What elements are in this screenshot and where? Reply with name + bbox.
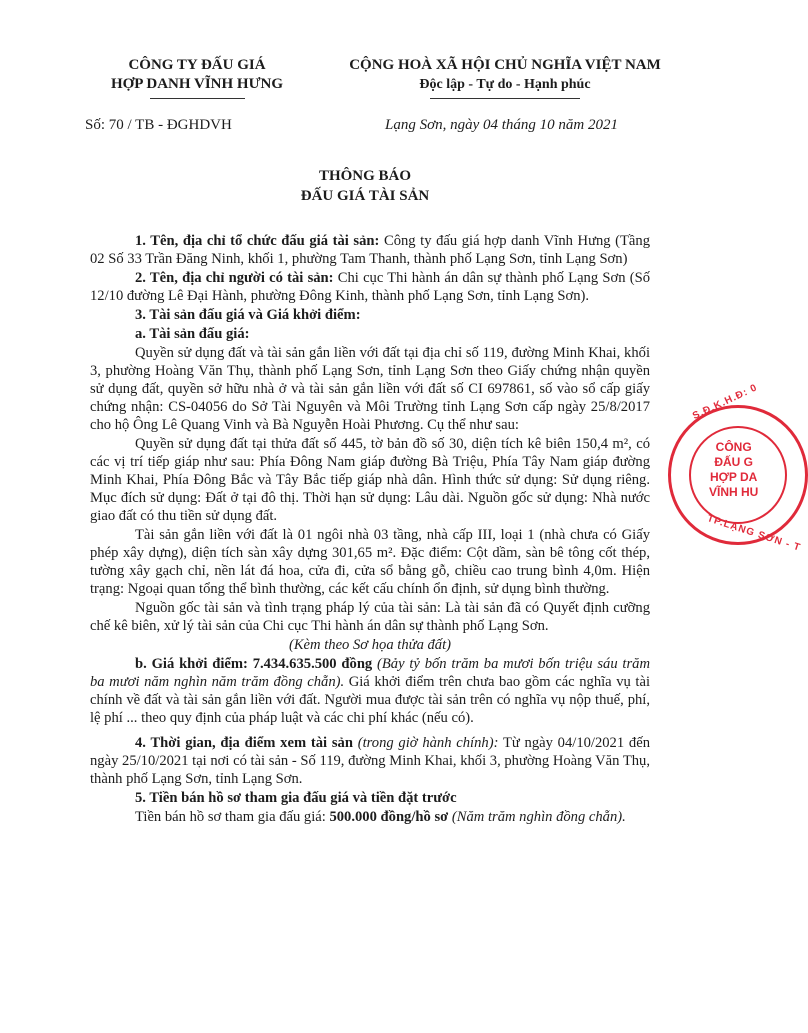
section-2: 2. Tên, địa chỉ người có tài sản: Chi cục Thi hành án dân sự thành phố Lạng Sơn (Số 12/10 đường Lê Đại Hành, phường Đông Kinh, thành phố Lạng Sơn, tỉnh Lạng Sơn). — [90, 270, 650, 304]
company-seal — [668, 382, 808, 554]
national-header — [305, 56, 705, 94]
section-3a-paragraph-4: Nguồn gốc tài sản và tình trạng pháp lý của tài sản: Là tài sản đã có Quyết định cưỡng chế kê biên, xử lý tài sản của Chi cục Thi hành án dân sự thành phố Lạng Sơn. — [90, 600, 650, 634]
section-3a-paragraph-1: Quyền sử dụng đất và tài sản gắn liền với đất tại địa chỉ số 119, đường Minh Khai, khối 3, phường Hoàng Văn Thụ, thành phố Lạng Sơn, tỉnh Lạng Sơn theo Giấy chứng nhận quyền sử dụng đất, quyền sở hữu nhà ở và tài sản gắn liền với đất số CI 697861, số vào sổ cấp giấy chứng nhận: CS-04056 do Sở Tài Nguyên và Môi Trường tỉnh Lạng Sơn cấp ngày 25/8/2017 cho hộ Ông Lê Quang Vinh và Bà Nguyễn Hoài Phương. Cụ thể như sau: — [90, 345, 650, 433]
place-date: Lạng Sơn, ngày 04 tháng 10 năm 2021 — [385, 117, 619, 133]
section-3-heading: 3. Tài sản đấu giá và Giá khởi điểm: — [135, 307, 361, 323]
section-5-heading: 5. Tiền bán hồ sơ tham gia đấu giá và tiền đặt trước — [135, 790, 457, 806]
section-1: 1. Tên, địa chỉ tổ chức đấu giá tài sản: Công ty đấu giá hợp danh Vĩnh Hưng (Tầng 02 Số 33 Trần Đăng Ninh, khối 1, phường Tam Thanh, thành phố Lạng Sơn, tỉnh Lạng Sơn) — [90, 233, 651, 267]
motto-underline — [430, 98, 580, 99]
document-body — [90, 232, 650, 827]
section-3a-paragraph-2: Quyền sử dụng đất tại thửa đất số 445, tờ bản đồ số 30, diện tích kê biên 150,4 m², có các vị trí tiếp giáp như sau: Phía Đông Nam giáp đường Bà Triệu, Phía Tây Nam giáp đường Minh Khai, Phía Đông Bắc và Tây Bắc tiếp giáp nhà dân. Hình thức sử dụng: Sử dụng riêng. Mục đích sử dụng: Đất ở tại đô thị. Thời hạn sử dụng: Lâu dài. Nguồn gốc sử dụng: Nhà nước giao đất có thu tiền sử dụng đất. — [90, 436, 650, 524]
national-motto: Độc lập - Tự do - Hạnh phúc — [419, 77, 591, 92]
section-3a-paragraph-3: Tài sản gắn liền với đất là 01 ngôi nhà 03 tầng, nhà cấp III, loại 1 (nhà chưa có Giấy phép xây dựng), diện tích sàn xây dựng 301,65 m². Đặc điểm: Cột dầm, sàn bê tông cốt thép, tường xây gạch chỉ, nền lát đá hoa, cửa đi, cửa sổ bằng gỗ, chiều cao trung bình 4,0m. Hiện trạng: Ngoại quan tổng thể bình thường, các kết cấu chính ổn định, sử dụng bình thường. — [90, 527, 650, 597]
section-3a-heading: a. Tài sản đấu giá: — [135, 326, 250, 342]
org-underline — [150, 98, 245, 99]
section-5-text: Tiền bán hồ sơ tham gia đấu giá: 500.000 đồng/hồ sơ (Năm trăm nghìn đồng chẵn). — [135, 809, 626, 825]
section-3b: b. Giá khởi điểm: 7.434.635.500 đồng (Bảy tỷ bốn trăm ba mươi bốn triệu sáu trăm ba mươi năm nghìn năm trăm đồng chẵn). Giá khởi điểm trên chưa bao gồm các nghĩa vụ tài chính về đất và tài sản gắn liền với đất. Người mua được tài sản trên có nghĩa vụ nộp thuế, phí, lệ phí ... theo quy định của pháp luật và các chi phí khác (nếu có). — [90, 656, 650, 726]
org-name-line1: CÔNG TY ĐẤU GIÁ — [128, 57, 266, 73]
attachment-note: (Kèm theo Sơ họa thửa đất) — [288, 637, 452, 653]
section-4: 4. Thời gian, địa điểm xem tài sản (trong giờ hành chính): Từ ngày 04/10/2021 đến ngày 25/10/2021 tại nơi có tài sản - Số 119, đường Minh Khai, khối 3, phường Hoàng Văn Thụ, thành phố Lạng Sơn, tỉnh Lạng Sơn. — [90, 735, 650, 787]
reference-number: Số: 70 / TB - ĐGHDVH — [85, 117, 232, 133]
national-title: CỘNG HOÀ XÃ HỘI CHỦ NGHĨA VIỆT NAM — [349, 57, 661, 73]
seal-center-text: CÔNG ĐẤU G HỢP DA VĨNH HU — [709, 440, 759, 499]
document-title: THÔNG BÁO — [318, 168, 412, 184]
document-subtitle: ĐẤU GIÁ TÀI SẢN — [300, 188, 430, 204]
seal-ring-text-bottom: TP.LẠNG SƠN - T — [705, 513, 803, 554]
org-name-line2: HỢP DANH VĨNH HƯNG — [110, 76, 284, 92]
organization-header — [92, 56, 302, 94]
seal-ring-text-top: S.Đ.K.H.Đ: 0 — [691, 382, 760, 422]
